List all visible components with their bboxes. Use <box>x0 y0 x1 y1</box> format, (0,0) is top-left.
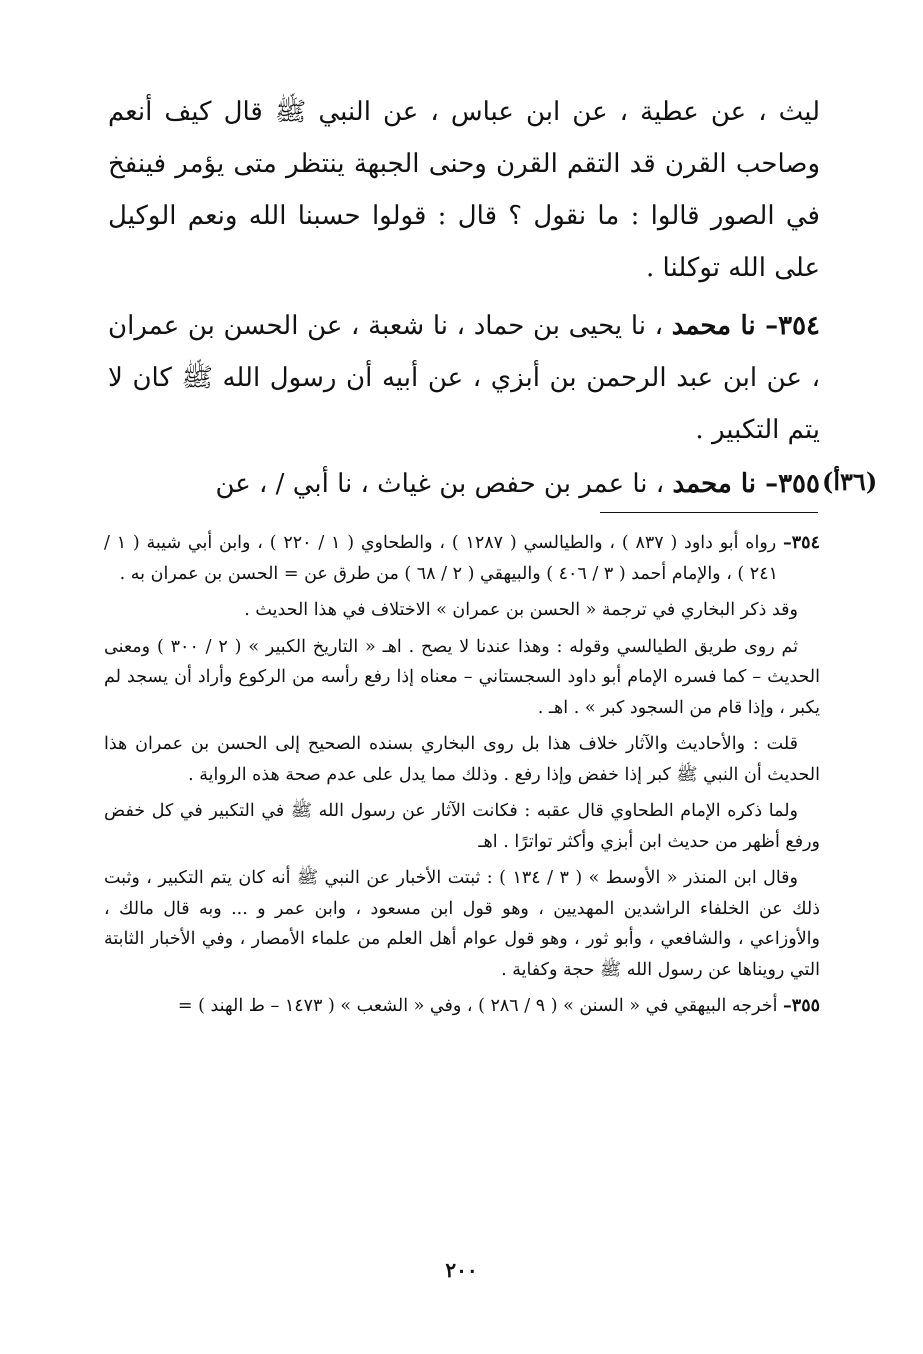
footnote-paragraph: ولما ذكره الإمام الطحاوي قال عقبه : فكانت الآثار عن رسول الله ﷺ في التكبير في كل خفض ورفع أظهر من حديث ابن أبزي وأكثر تواترًا . اهـ <box>104 801 820 852</box>
hadith-text: ، نا يحيى بن حماد ، نا شعبة ، عن الحسن بن عمران ، عن ابن عبد الرحمن بن أبزي ، عن أبيه أن رسول الله ﷺ كان لا يتم التكبير . <box>108 311 820 445</box>
footnote-355 <box>104 991 820 1022</box>
manuscript-folio-ref: (٣٦أ) <box>822 467 878 496</box>
hadith-text: ، نا عمر بن حفص بن غياث ، نا أبي / ، عن <box>215 469 665 499</box>
hadith-354 <box>108 300 820 456</box>
footnote-paragraph: وقد ذكر البخاري في ترجمة « الحسن بن عمران » الاختلاف في هذا الحديث . <box>244 600 798 620</box>
footnote-paragraph: قلت : والأحاديث والآثار خلاف هذا بل روى البخاري بسنده الصحيح إلى الحسن بن عمران هذا الحديث أن النبي ﷺ كبر إذا خفض وإذا رفع . وذلك مما يدل على عدم صحة هذه الرواية . <box>104 734 820 785</box>
footnote-paragraph: وقال ابن المنذر « الأوسط » ( ٣ / ١٣٤ ) : ثبتت الأخبار عن النبي ﷺ أنه كان يتم التكبير ، وثبت ذلك عن الخلفاء الراشدين المهديين ، وهو قول ابن مسعود ، وابن عمر و ... وبه قال مالك ، والأوزاعي ، والشافعي ، وأبو ثور ، وهو قول عوام أهل العلم من علماء الأمصار ، وفي الأخبار الثابتة التي رويناها عن رسول الله ﷺ حجة وكفاية . <box>104 868 820 980</box>
footnotes <box>104 528 820 1028</box>
hadith-continuation <box>108 86 820 294</box>
paragraph-text: ليث ، عن عطية ، عن ابن عباس ، عن النبي ﷺ قال كيف أنعم وصاحب القرن قد التقم القرن وحنى الجبهة ينتظر متى يؤمر فينفخ في الصور قالوا : ما نقول ؟ قال : قولوا حسبنا الله ونعم الوكيل على الله توكلنا . <box>108 97 820 283</box>
footnote-number: ٣٥٤– <box>783 533 820 553</box>
footnote-number: ٣٥٥– <box>783 996 820 1016</box>
footnote-354 <box>104 528 820 589</box>
hadith-355 <box>108 458 820 510</box>
page-number: ٢٠٠ <box>445 1258 478 1282</box>
footnote-text: أخرجه البيهقي في « السنن » ( ٩ / ٢٨٦ ) ، وفي « الشعب » ( ١٤٧٣ – ط الهند ) = <box>177 996 778 1016</box>
hadith-number: ٣٥٤– نا محمد <box>671 311 821 341</box>
footnote-text: رواه أبو داود ( ٨٣٧ ) ، والطيالسي ( ١٢٨٧ ) ، والطحاوي ( ١ / ٢٢٠ ) ، وابن أبي شيبة ( ١ / ٢٤١ ) ، والإمام أحمد ( ٣ / ٤٠٦ ) والبيهقي ( ٢ / ٦٨ ) من طرق عن = الحسن بن عمران به . <box>104 533 778 584</box>
footnote-divider <box>600 512 818 513</box>
hadith-number: ٣٥٥– نا محمد <box>672 469 820 499</box>
footnote-paragraph: ثم روى طريق الطيالسي وقوله : وهذا عندنا لا يصح . اهـ « التاريخ الكبير » ( ٢ / ٣٠٠ ) ومعنى الحديث – كما فسره الإمام أبو داود السجستاني – معناه إذا رفع رأسه من الركوع وأراد أن يسجد لم يكبر ، وإذا قام من السجود كبر » . اهـ . <box>104 636 820 718</box>
